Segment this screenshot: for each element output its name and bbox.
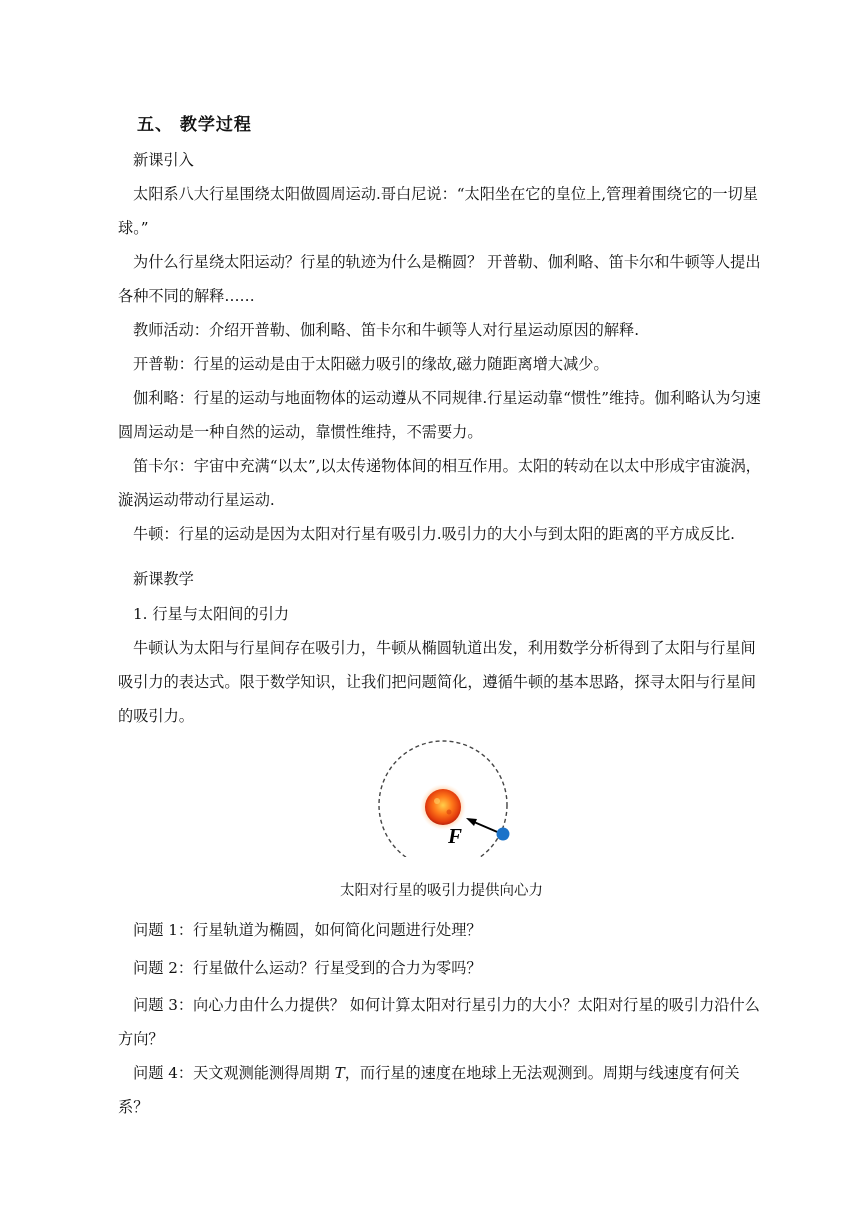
sun-icon xyxy=(425,789,461,825)
planet-icon xyxy=(497,828,510,841)
paragraph-intro-label: 新课引入 xyxy=(133,151,194,169)
figure-caption: 太阳对行星的吸引力提供向心力 xyxy=(340,883,543,899)
force-label: F xyxy=(448,824,463,848)
paragraph-subsection-title: 1. 行星与太阳间的引力 xyxy=(133,605,290,623)
orbit-figure xyxy=(370,735,520,857)
paragraph-question-orbit: 为什么行星绕太阳运动？行星的轨迹为什么是椭圆？ 开普勒、伽利略、笛卡尔和牛顿等人提出各种不同的解释…… xyxy=(118,253,761,305)
paragraph-newton: 牛顿：行星的运动是因为太阳对行星有吸引力.吸引力的大小与到太阳的距离的平方成反比. xyxy=(133,525,735,543)
paragraph-kepler: 开普勒：行星的运动是由于太阳磁力吸引的缘故,磁力随距离增大减少。 xyxy=(133,355,609,373)
orbit-diagram xyxy=(370,735,520,857)
period-variable: T xyxy=(334,1064,345,1082)
paragraph-copernicus: 太阳系八大行星围绕太阳做圆周运动.哥白尼说：“太阳坐在它的皇位上,管理着围绕它的一切星球。” xyxy=(118,185,758,237)
question-4-start: 问题 4：天文观测能测得周期 xyxy=(133,1064,335,1082)
paragraph-newton-approach: 牛顿认为太阳与行星间存在吸引力，牛顿从椭圆轨道出发，利用数学分析得到了太阳与行星间吸引力的表达式。限于数学知识，让我们把问题简化，遵循牛顿的基本思路，探寻太阳与行星间的吸引力。 xyxy=(118,639,756,725)
question-4 xyxy=(118,1056,766,1124)
force-arrow-head xyxy=(466,818,477,826)
paragraph-teacher-activity: 教师活动：介绍开普勒、伽利略、笛卡尔和牛顿等人对行星运动原因的解释. xyxy=(133,321,640,339)
question-3: 问题 3：向心力由什么力提供？ 如何计算太阳对行星引力的大小？太阳对行星的吸引力沿什么方向？ xyxy=(118,996,760,1048)
paragraph-galileo: 伽利略：行星的运动与地面物体的运动遵从不同规律.行星运动靠“惯性”维持。伽利略认为匀速圆周运动是一种自然的运动，靠惯性维持，不需要力。 xyxy=(118,389,761,441)
question-4-end: ，而行星的速度在地球上无法观测到。周期与线速度有何关系？ xyxy=(118,1064,740,1116)
paragraph-descartes: 笛卡尔：宇宙中充满“以太”,以太传递物体间的相互作用。太阳的转动在以太中形成宇宙漩涡，漩涡运动带动行星运动. xyxy=(118,457,761,509)
paragraph-new-lesson-label: 新课教学 xyxy=(133,570,194,588)
question-1: 问题 1：行星轨道为椭圆，如何简化问题进行处理？ xyxy=(133,921,482,939)
question-2: 问题 2：行星做什么运动？行星受到的合力为零吗？ xyxy=(133,959,482,977)
section-heading: 五、 教学过程 xyxy=(137,115,252,135)
